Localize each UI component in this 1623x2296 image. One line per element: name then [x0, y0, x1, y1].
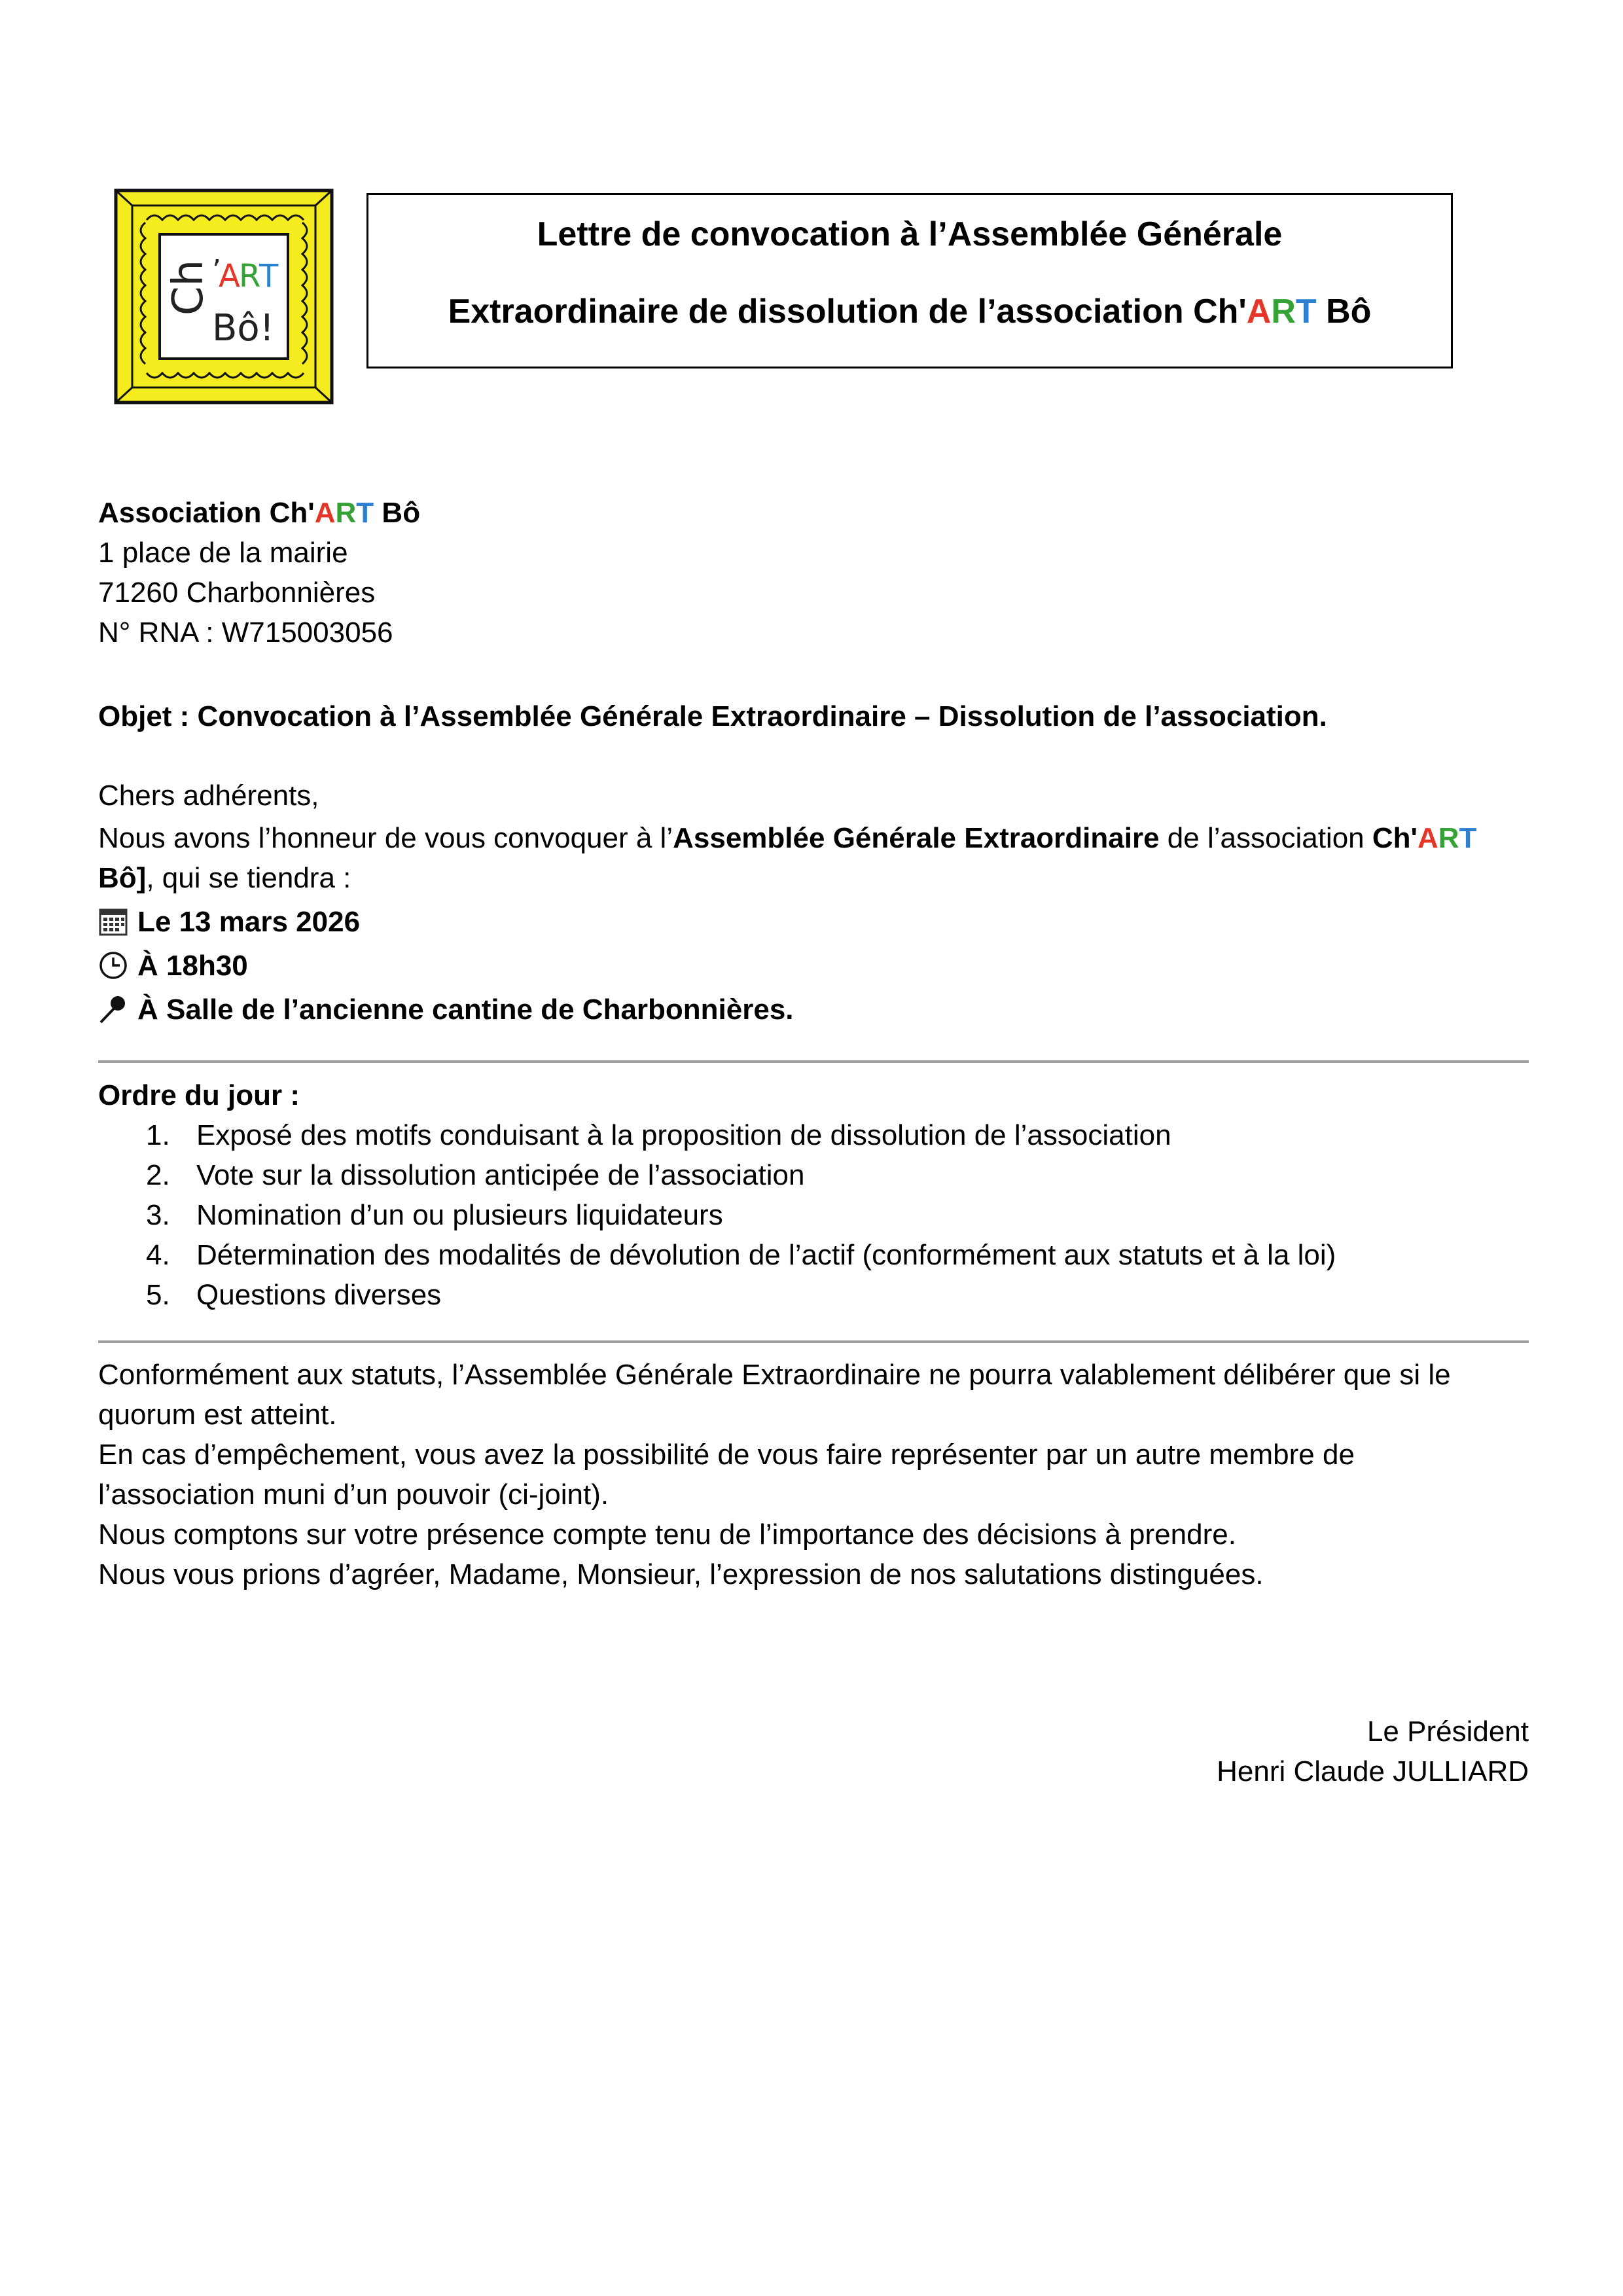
title-line-2 — [368, 292, 1451, 331]
brand-letter-r: R — [1271, 293, 1296, 331]
association-logo — [114, 188, 334, 404]
address-name: Association Ch'ART Bô — [98, 497, 421, 529]
signature-role: Le Président — [1366, 1715, 1529, 1748]
calendar-icon — [98, 906, 128, 937]
event-place: À Salle de l’ancienne cantine de Charbonnières. — [98, 990, 794, 1030]
svg-text:Bô!: Bô! — [212, 307, 275, 350]
divider-bottom — [98, 1340, 1529, 1343]
svg-text:A: A — [219, 258, 240, 295]
intro-line-continued: Bô], qui se tiendra : — [98, 862, 351, 894]
title-line-2-suffix: Bô — [1316, 293, 1372, 331]
agenda-heading: Ordre du jour : — [98, 1079, 300, 1111]
title-box — [366, 193, 1453, 368]
svg-text:Ch: Ch — [164, 259, 213, 315]
brand-letter-a: A — [1246, 293, 1272, 331]
pin-icon — [98, 994, 128, 1024]
address-rna: N° RNA : W715003056 — [98, 617, 393, 649]
closing-paragraph-4: Nous vous prions d’agréer, Madame, Monsieur, l’expression de nos salutations distinguées. — [98, 1558, 1264, 1590]
greeting: Chers adhérents, — [98, 780, 319, 812]
logo-image — [114, 188, 334, 404]
closing-paragraph-2b: l’association muni d’un pouvoir (ci-joint). — [98, 1479, 609, 1511]
title-line-2-text: Extraordinaire de dissolution de l’association Ch' — [448, 293, 1247, 331]
svg-text:R: R — [239, 258, 261, 295]
closing-paragraph-1b: quorum est atteint. — [98, 1399, 337, 1431]
address-street: 1 place de la mairie — [98, 537, 348, 569]
clock-icon — [98, 950, 128, 980]
signature-name: Henri Claude JULLIARD — [1217, 1755, 1529, 1787]
closing-paragraph-3: Nous comptons sur votre présence compte tenu de l’importance des décisions à prendre. — [98, 1518, 1236, 1551]
svg-text:’: ’ — [212, 254, 221, 287]
closing-paragraph-2a: En cas d’empêchement, vous avez la possibilité de vous faire représenter par un autre membre de — [98, 1439, 1355, 1471]
letter-page: Ch ’ A R T Bô! Lettre de convocation à l’Assemblée Générale Extraordinaire de dissolution de l’association Ch'ART Bô Association Ch'ART Bô 1 place de la mairie 71260 Charbonnières N° RNA : W715003056 Objet : Convocation à l’Assemblée Générale Extraordinaire – Dissolution de l’association. Chers adhérents, Nous avons l’honneur de vous convoquer à l’Assemblée Générale Extraordinaire de l’association Ch'ART Bô], qui se tiendra : Le 13 mars 2026 À 18h30 À Salle de l’ancienne cantine de Charbonnières. Ordre du jour : 1. Exposé des motifs conduisant à la proposition de dissolution de l’association 2. Vote sur la dissolution anticipée de l’association 3. Nomination d’un ou plusieurs liquidateurs 4. Détermination des modalités de dévolution de l’actif (conformément aux statuts et à la loi) 5. Questions diverses Conformément aux statuts, l’Assemblée Générale Extraordinaire ne pourra valablement délibérer que si le quorum est atteint. En cas d’empêchement, vous avez la possibilité de vous faire représenter par un autre membre de l’association muni d’un pouvoir (ci-joint). Nous comptons sur votre présence compte tenu de l’importance des décisions à prendre. Nous vous prions d’agréer, Madame, Monsieur, l’expression de nos salutations distinguées. Le Président Henri Claude JULLIARD — [0, 0, 1623, 2296]
intro-line: Nous avons l’honneur de vous convoquer à l’Assemblée Générale Extraordinaire de l’association Ch'ART — [98, 822, 1477, 854]
subject-line: Objet : Convocation à l’Assemblée Générale Extraordinaire – Dissolution de l’association. — [98, 700, 1327, 732]
event-date: Le 13 mars 2026 — [98, 902, 360, 942]
svg-text:T: T — [259, 258, 279, 295]
divider-top — [98, 1060, 1529, 1063]
event-time: À 18h30 — [98, 946, 248, 986]
closing-paragraph-1a: Conformément aux statuts, l’Assemblée Générale Extraordinaire ne pourra valablement délibérer que si le — [98, 1359, 1451, 1391]
address-city: 71260 Charbonnières — [98, 577, 376, 609]
title-line-1: Lettre de convocation à l’Assemblée Générale — [537, 215, 1283, 253]
brand-letter-t: T — [1295, 293, 1317, 331]
